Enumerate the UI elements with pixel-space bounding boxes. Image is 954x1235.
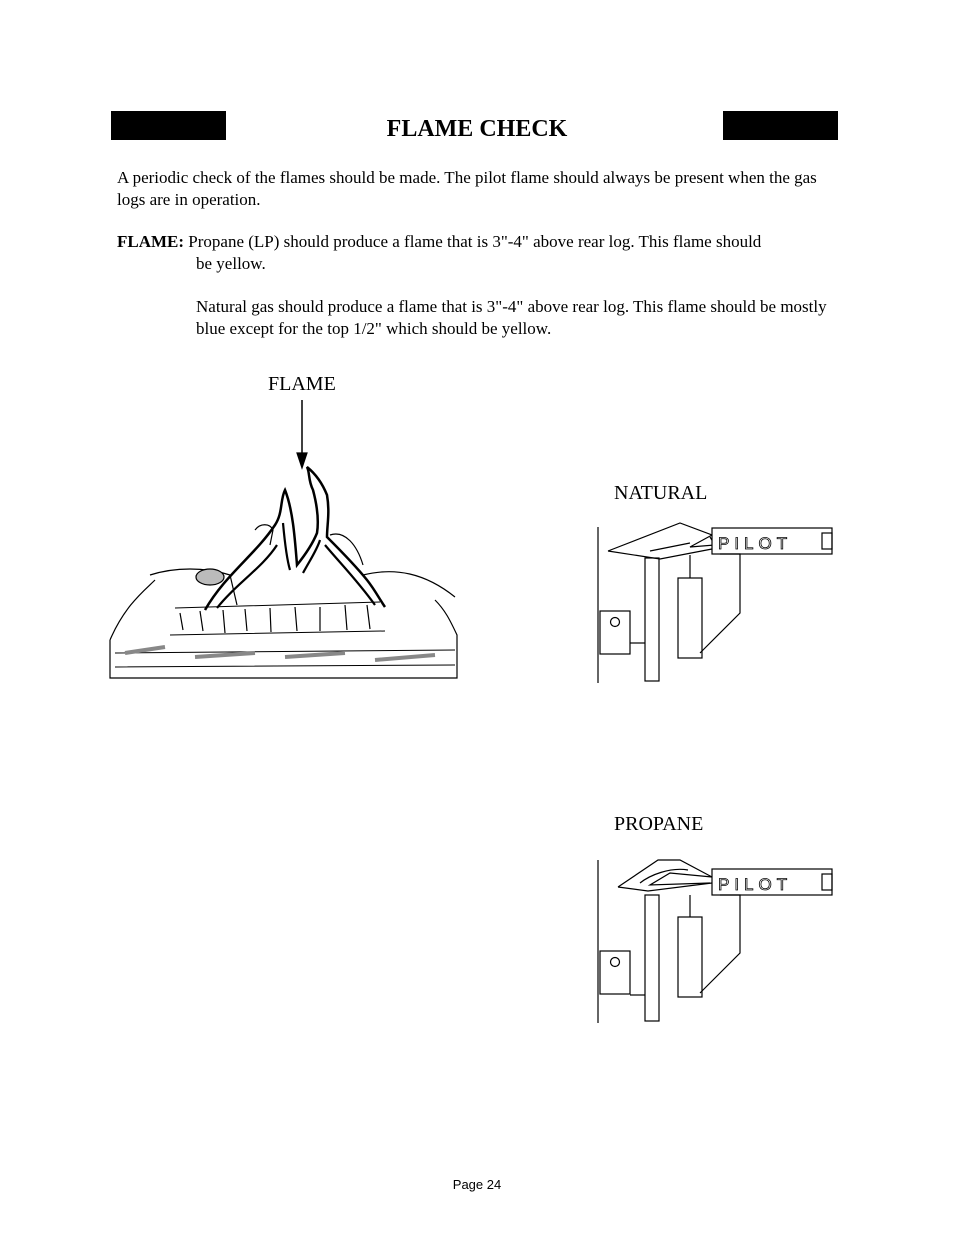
front-log-cracks (180, 605, 370, 633)
thermocouple-rod (645, 895, 659, 1021)
log-stub-left (255, 525, 273, 545)
pilot-text: PILOT (718, 534, 793, 553)
propane-pilot-flame (618, 860, 712, 887)
pilot-text-propane: PILOT (718, 875, 793, 894)
gas-supply-line (700, 554, 740, 653)
flame-term: FLAME: (117, 232, 185, 251)
pilot-block (678, 917, 702, 997)
propane-label: PROPANE (614, 813, 704, 835)
natural-label: NATURAL (614, 482, 708, 504)
propane-pilot-diagram (590, 855, 850, 1030)
gas-supply-line (700, 895, 740, 993)
thermocouple-rod (645, 558, 659, 681)
page-number: Page 24 (452, 1177, 502, 1192)
intro-paragraph: A periodic check of the flames should be made. The pilot flame should always be present when the gas logs are in operation. (117, 168, 817, 209)
log-body-outline (110, 580, 457, 678)
flame-outline (205, 467, 385, 610)
flame-paragraph-natural: Natural gas should produce a flame that is 3"-4" above rear log. This flame should be mostly blue except for the top 1/2" which should be yellow. (196, 297, 827, 338)
page-title: FLAME CHECK (386, 116, 568, 142)
natural-pilot-diagram (590, 515, 850, 690)
propane-flame-inner (618, 869, 712, 891)
flame-label: FLAME (268, 373, 336, 395)
propane-text-line2: be yellow. (196, 254, 266, 273)
pilot-block (678, 578, 702, 658)
log-set-illustration (105, 395, 465, 685)
flame-paragraph-propane (117, 231, 847, 253)
propane-text-line1: Propane (LP) should produce a flame that is 3"-4" above rear log. This flame should (184, 232, 762, 251)
natural-pilot-flame (608, 523, 715, 551)
log-stub-right (330, 534, 363, 565)
arrow-head (297, 453, 307, 468)
log-shading (125, 647, 435, 660)
log-end-left (196, 569, 224, 585)
